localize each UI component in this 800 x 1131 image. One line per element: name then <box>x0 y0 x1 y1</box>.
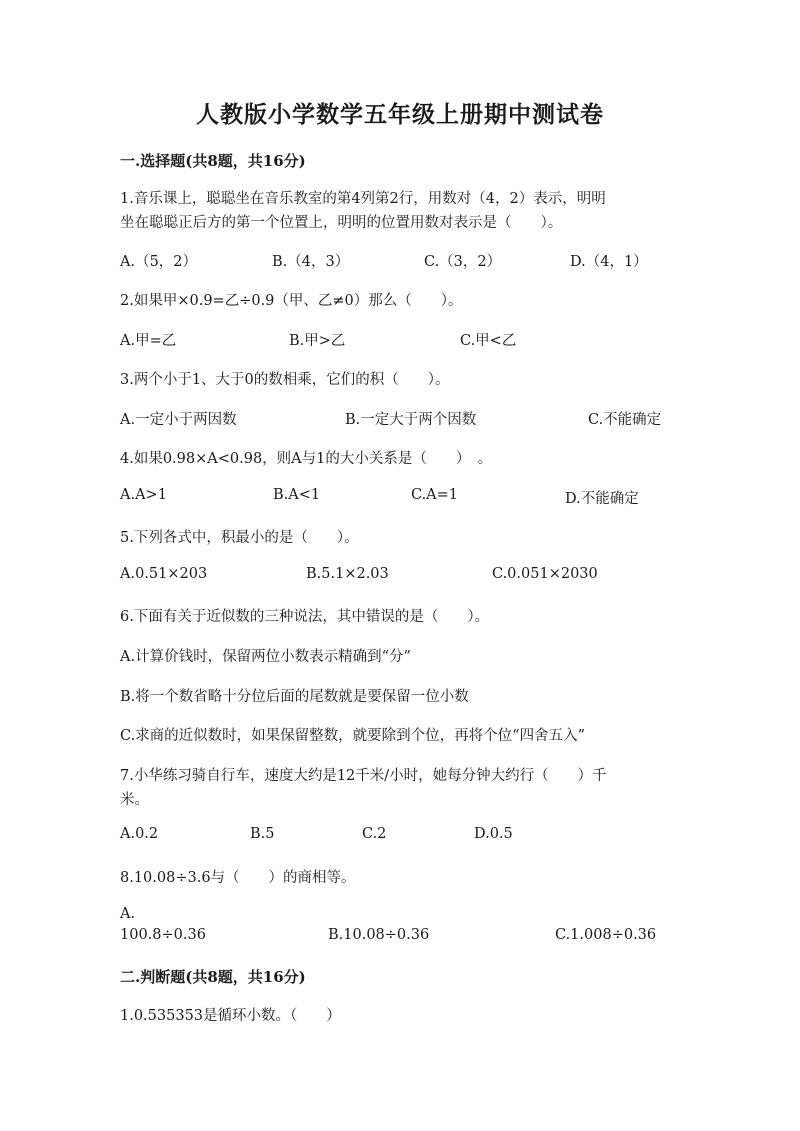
question-5-option-c: C.0.051×2030 <box>492 566 598 582</box>
question-5-option-a: A.0.51×203 <box>120 566 208 582</box>
question-6-option-a: A.计算价钱时，保留两位小数表示精确到“分” <box>120 649 411 665</box>
question-2-option-c: C.甲<乙 <box>460 333 517 349</box>
question-6-option-b: B.将一个数省略十分位后面的尾数就是要保留一位小数 <box>120 689 469 705</box>
question-4: 4.如果0.98×A<0.98，则A与1的大小关系是（ ） 。 <box>120 451 493 467</box>
question-8: 8.10.08÷3.6与（ ）的商相等。 <box>120 870 356 886</box>
question-1-option-b: B.（4，3） <box>272 254 350 270</box>
question-8-option-c: C.1.008÷0.36 <box>555 927 657 943</box>
question-4-option-d: D.不能确定 <box>565 491 639 507</box>
question-1-line-1: 1.音乐课上，聪聪坐在音乐教室的第4列第2行，用数对（4，2）表示，明明 <box>120 191 606 207</box>
question-2: 2.如果甲×0.9=乙÷0.9（甲、乙≠0）那么（ ）。 <box>120 293 463 309</box>
question-6: 6.下面有关于近似数的三种说法，其中错误的是（ ）。 <box>120 609 490 625</box>
question-4-option-a: A.A>1 <box>120 487 167 503</box>
question-7-option-c: C.2 <box>362 826 387 842</box>
question-8-option-a-label: A. <box>120 906 136 922</box>
question-3-option-c: C.不能确定 <box>588 412 662 428</box>
question-4-option-b: B.A<1 <box>273 487 321 503</box>
section-heading-choice: 一.选择题(共8题，共16分) <box>120 152 306 170</box>
question-2-option-b: B.甲>乙 <box>289 333 346 349</box>
section-heading-judgement: 二.判断题(共8题，共16分) <box>120 968 306 986</box>
question-2-option-a: A.甲=乙 <box>120 333 177 349</box>
judgement-question-1: 1.0.535353是循环小数。（ ） <box>120 1008 341 1024</box>
question-5: 5.下列各式中，积最小的是（ ）。 <box>120 530 359 546</box>
question-8-option-b: B.10.08÷0.36 <box>328 927 430 943</box>
question-5-option-b: B.5.1×2.03 <box>306 566 389 582</box>
question-3-option-b: B.一定大于两个因数 <box>345 412 477 428</box>
question-3-option-a: A.一定小于两因数 <box>120 412 237 428</box>
question-7-option-d: D.0.5 <box>474 826 513 842</box>
page-title: 人教版小学数学五年级上册期中测试卷 <box>196 101 604 128</box>
question-1-option-d: D.（4，1） <box>570 254 648 270</box>
question-1-option-a: A.（5，2） <box>120 254 198 270</box>
question-4-option-c: C.A=1 <box>411 487 459 503</box>
question-7-option-a: A.0.2 <box>120 826 159 842</box>
question-1-line-2: 坐在聪聪正后方的第一个位置上，明明的位置用数对表示是（ ）。 <box>120 215 563 231</box>
question-7-option-b: B.5 <box>250 826 275 842</box>
question-8-option-a: 100.8÷0.36 <box>120 927 206 943</box>
question-7-line-2: 米。 <box>120 792 149 808</box>
question-7-line-1: 7.小华练习骑自行车，速度大约是12千米/小时，她每分钟大约行（ ）千 <box>120 768 607 784</box>
question-6-option-c: C.求商的近似数时，如果保留整数，就要除到个位，再将个位“四舍五入” <box>120 728 586 744</box>
question-3: 3.两个小于1、大于0的数相乘，它们的积（ ）。 <box>120 372 450 388</box>
question-1-option-c: C.（3，2） <box>424 254 502 270</box>
